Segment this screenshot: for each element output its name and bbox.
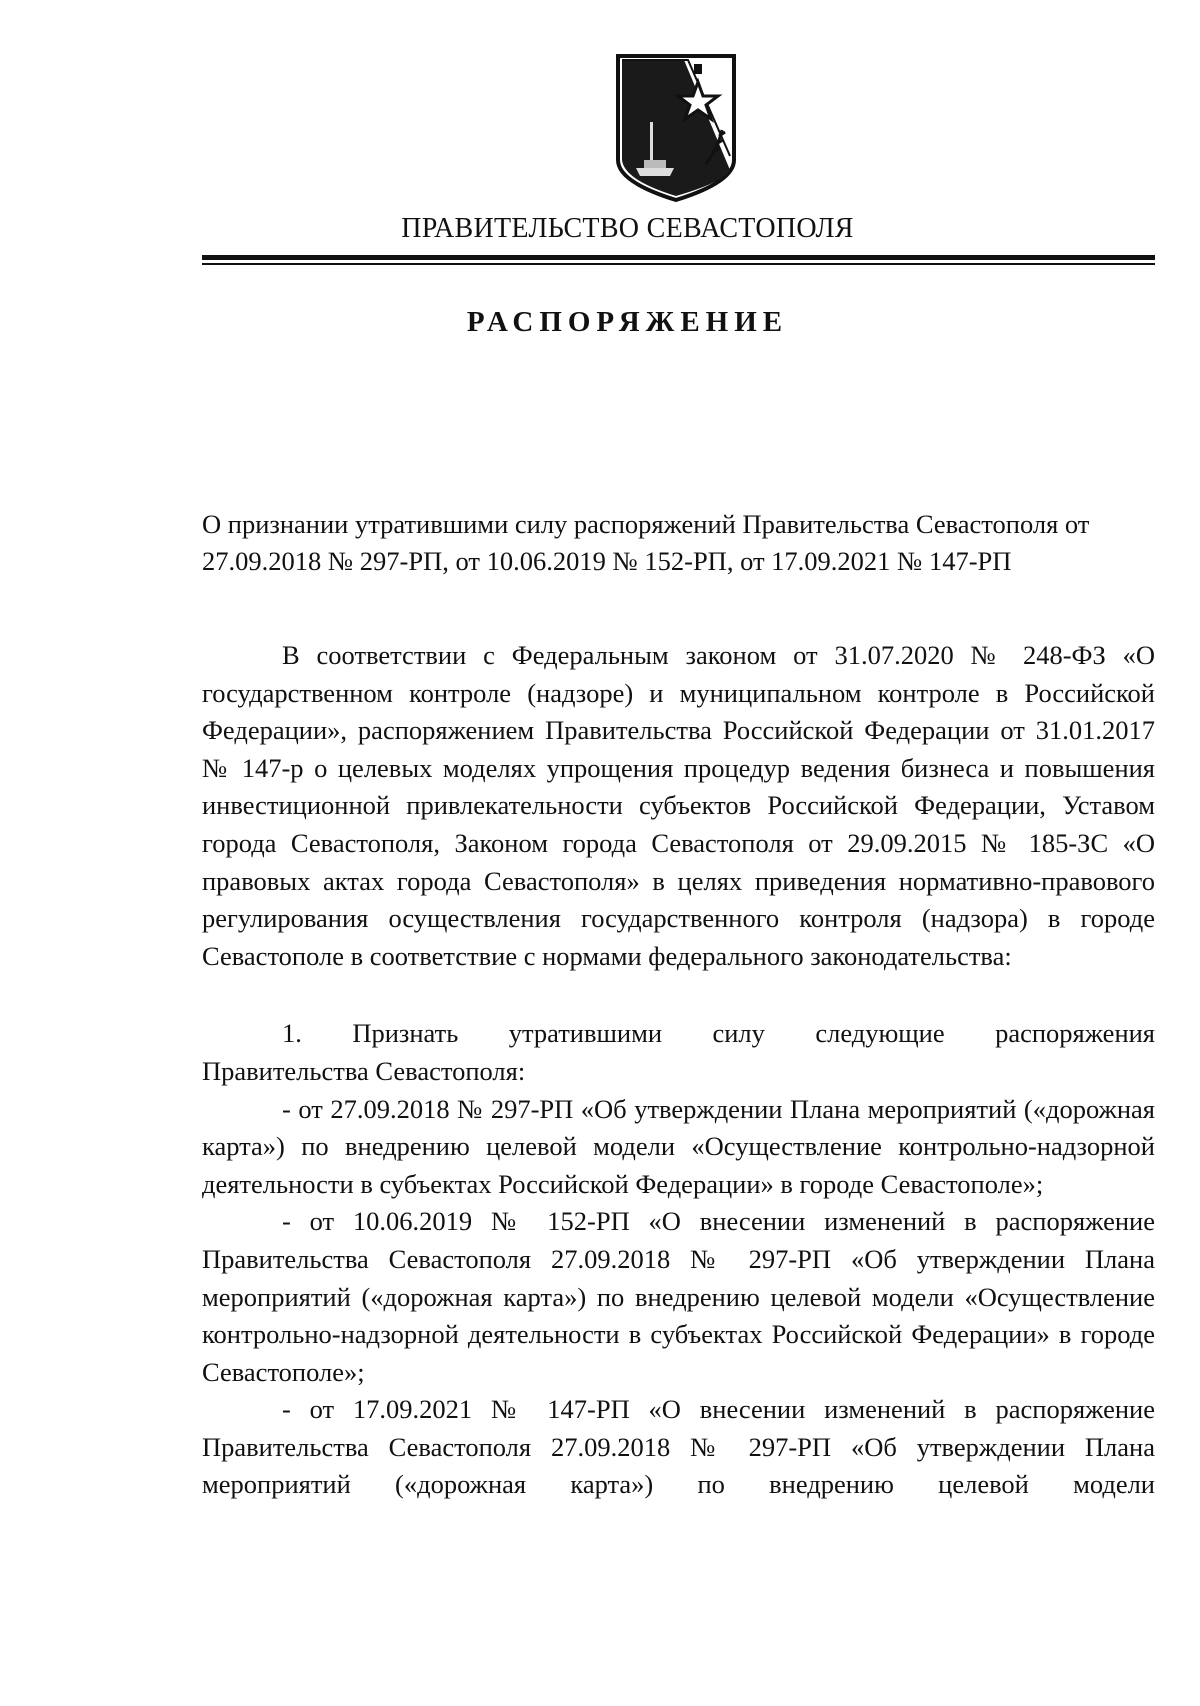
subitem-3: - от 17.09.2021 № 147-РП «О внесении изменений в распоряжение Правительства Севастополя 27.09.2018 № 297-РП «Об утверждении Плана мероприятий («дорожная карта») по внедрению целевой модели bbox=[202, 1394, 1155, 1500]
preamble-paragraph: В соответствии с Федеральным законом от 31.07.2020 № 248-ФЗ «О государственном контроле (надзоре) и муниципальном контроле в Российской Федерации», распоряжением Правительства Российской Федерации от 31.01.2017 № 147-р о целевых моделях упрощения процедур ведения бизнеса и повышения инвестиционной привлекательности субъектов Российской Федерации, Уставом города Севастополя, Законом города Севастополя от 29.09.2015 № 185-ЗС «О правовых актах города Севастополя» в целях приведения нормативно-правового регулирования осуществления государственного контроля (надзора) в городе Севастополе в соответствие с нормами федерального законодательства: bbox=[202, 640, 1155, 971]
item-1-lead: 1. Признать утратившими силу следующие распоряжения bbox=[282, 1018, 1155, 1049]
document-subject: О признании утратившими силу распоряжений Правительства Севастополя от 27.09.2018 № 297-РП, от 10.06.2019 № 152-РП, от 17.09.2021 № 147-РП bbox=[202, 509, 1090, 576]
subitem-2: - от 10.06.2019 № 152-РП «О внесении изменений в распоряжение Правительства Севастополя 27.09.2018 № 297-РП «Об утверждении Плана мероприятий («дорожная карта») по внедрению целевой модели «Осуществление контрольно-надзорной деятельности в субъектах Российской Федерации» в городе Севастополе»; bbox=[202, 1206, 1155, 1387]
subitem-1: - от 27.09.2018 № 297-РП «Об утверждении Плана мероприятий («дорожная карта») по внедрению целевой модели «Осуществление контрольно-надзорной деятельности в субъектах Российской Федерации» в городе Севастополе»; bbox=[202, 1093, 1155, 1199]
organization-title: ПРАВИТЕЛЬСТВО СЕВАСТОПОЛЯ bbox=[401, 213, 854, 244]
header-divider-thin bbox=[202, 263, 1155, 265]
document-type-heading: РАСПОРЯЖЕНИЕ bbox=[466, 306, 789, 338]
document-body bbox=[202, 637, 1155, 1504]
item-1-lead-continuation: Правительства Севастополя: bbox=[202, 1055, 526, 1086]
header-divider-thick bbox=[202, 255, 1155, 260]
coat-of-arms-icon bbox=[614, 52, 738, 202]
